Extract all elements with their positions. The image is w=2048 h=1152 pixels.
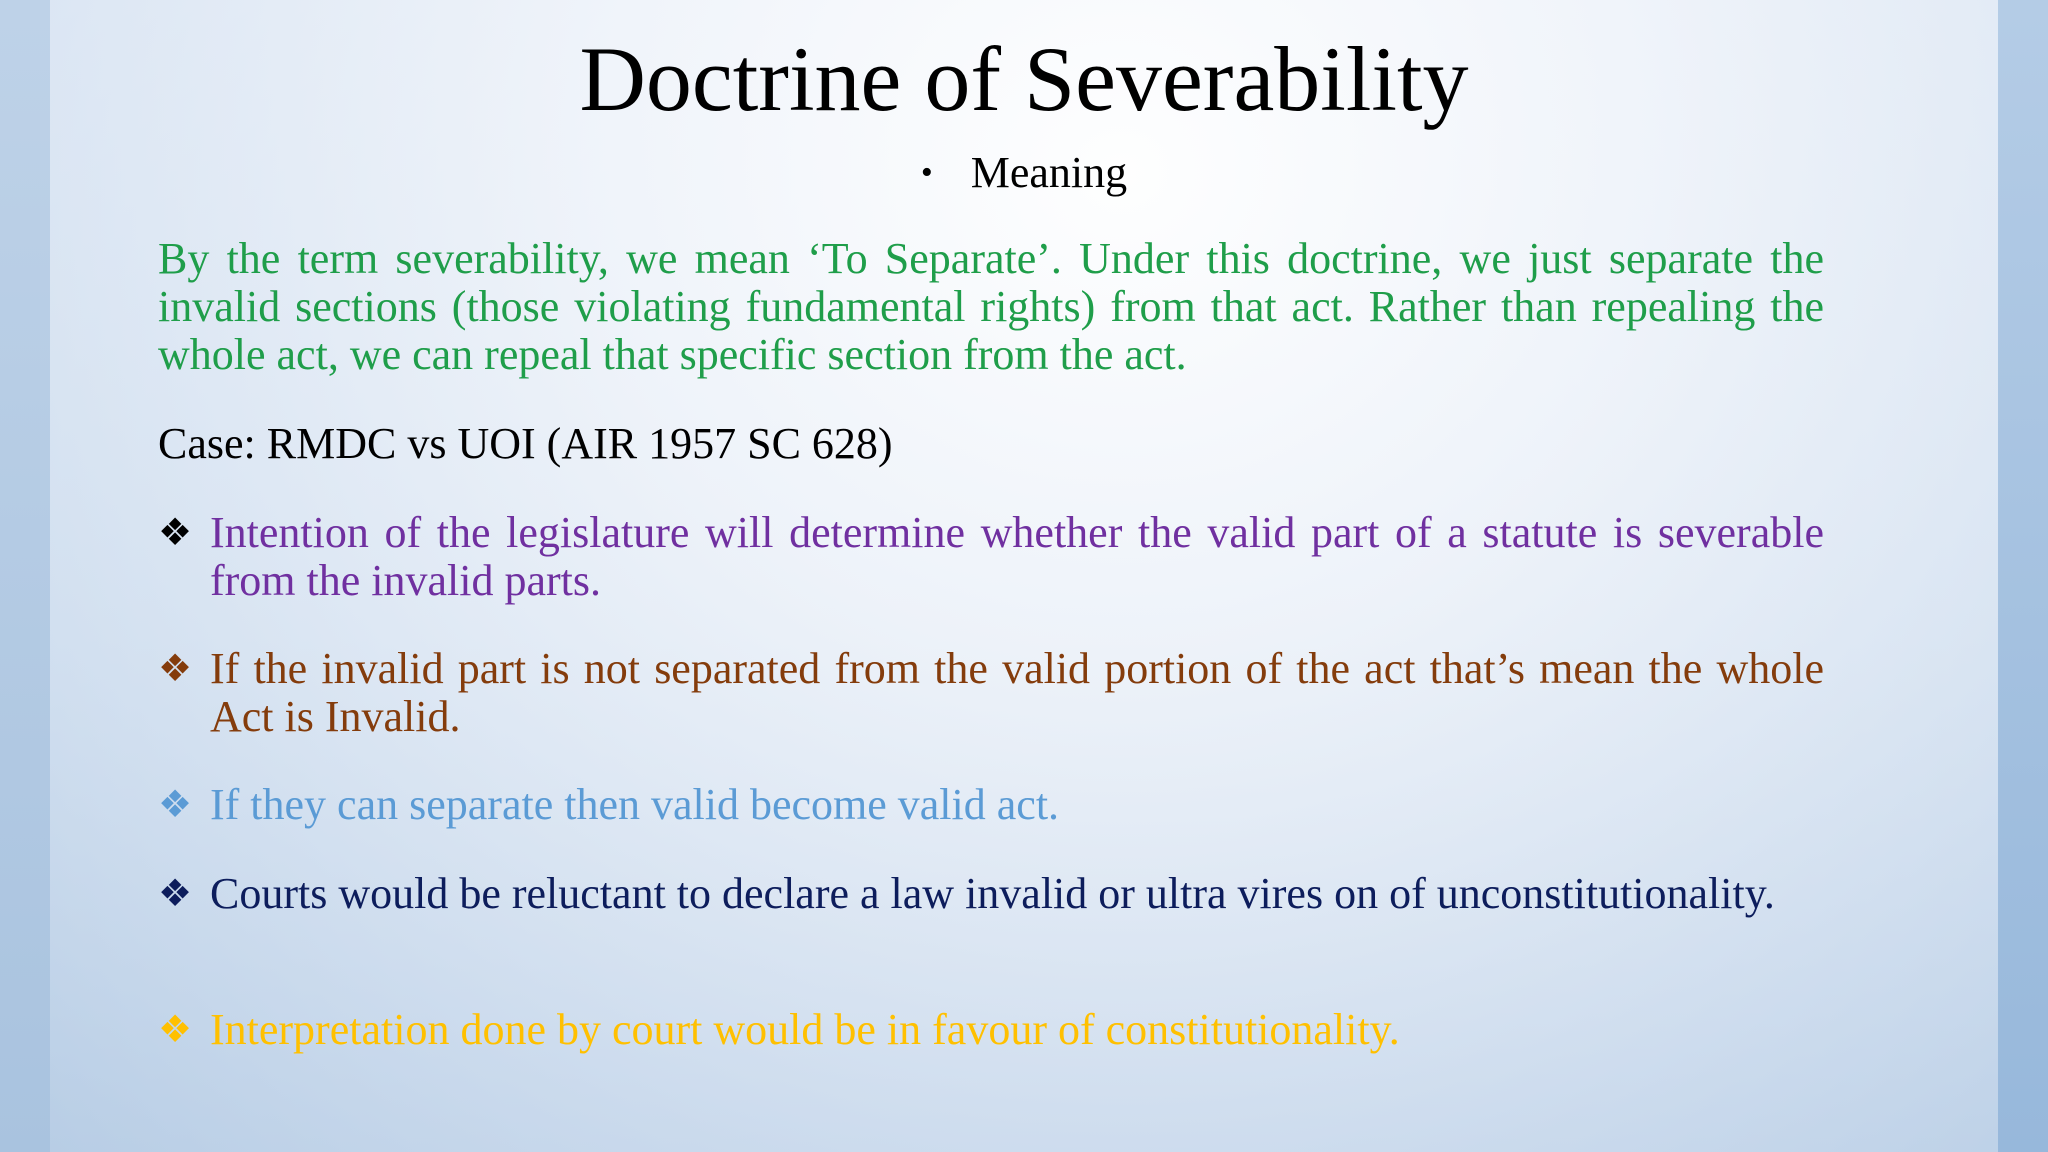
diamond-bullet-icon: ❖ (158, 784, 193, 826)
slide-title: Doctrine of Severability (579, 28, 1469, 130)
case-citation: Case: RMDC vs UOI (AIR 1957 SC 628) (158, 419, 893, 468)
diamond-bullet-icon: ❖ (158, 873, 193, 915)
case-block (158, 420, 1824, 468)
diamond-bullet-icon: ❖ (158, 648, 193, 690)
point-3-text: If they can separate then valid become valid act. (210, 780, 1060, 829)
point-2-text: If the invalid part is not separated from the valid portion of the act that’s mean the whole Act is Invalid. (210, 644, 1824, 741)
point-2 (158, 645, 1824, 741)
diamond-bullet-icon: ❖ (158, 512, 193, 554)
point-4 (158, 870, 1824, 918)
bullet-icon: • (920, 154, 933, 191)
definition-paragraph: By the term severability, we mean ‘To Separate’. Under this doctrine, we just separate the invalid sections (those violating fundamental rights) from that act. Rather than repealing the whole act, we can repeal that specific section from the act. (158, 234, 1824, 379)
point-5 (158, 1006, 1824, 1054)
point-4-text: Courts would be reluctant to declare a law invalid or ultra vires on of unconstitutionality. (210, 869, 1775, 918)
point-1 (158, 509, 1824, 605)
slide-subtitle (0, 143, 2048, 203)
diamond-bullet-icon: ❖ (158, 1009, 193, 1051)
definition-block (158, 235, 1824, 379)
point-1-text: Intention of the legislature will determine whether the valid part of a statute is severable from the invalid parts. (210, 508, 1824, 605)
point-3 (158, 781, 1824, 829)
subtitle-text: Meaning (970, 148, 1128, 197)
point-5-text: Interpretation done by court would be in favour of constitutionality. (210, 1005, 1400, 1054)
